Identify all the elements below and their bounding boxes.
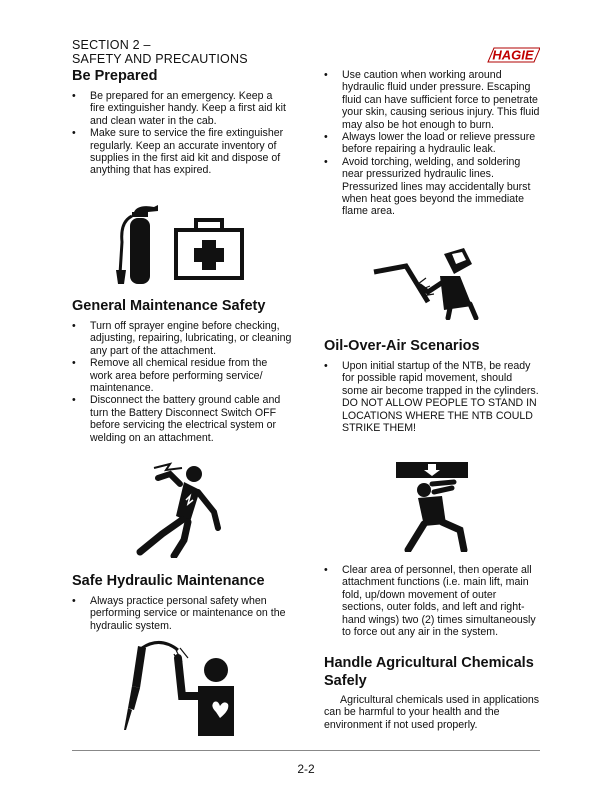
list-item: • Make sure to service the fire extinguisher regularly. Keep an accurate inventory of supplies in the first aid kit and dispose of anything that has expired. [72, 127, 290, 177]
list-item: • Use caution when working around hydraulic fluid under pressure. Escaping fluid can have sufficient force to penetrate your skin, causing serious injury. This fluid may also be hot enough to burn. [324, 69, 540, 131]
hydraulic-injection-icon [116, 640, 248, 738]
section-title: SAFETY AND PRECAUTIONS [72, 52, 248, 66]
list-item: • Avoid torching, welding, and soldering near pressurized hydraulic lines. Pressurized lines may accidentally burst when heat goes beyond the immediate flame area. [324, 156, 540, 218]
page-number: 2-2 [297, 762, 315, 776]
section-number: SECTION 2 – [72, 38, 151, 52]
oil-over-air-heading: Oil-Over-Air Scenarios [324, 338, 480, 354]
crush-hazard-icon [394, 460, 474, 552]
agricultural-chemicals-heading: Handle Agricultural Chemicals Safely [324, 655, 534, 689]
general-maintenance-heading: General Maintenance Safety [72, 298, 266, 314]
hagie-logo [486, 46, 540, 64]
startup-caution-text: • Upon initial startup of the NTB, be ready for possible rapid movement, should some air become trapped in the cylinders. [342, 360, 539, 397]
general-maintenance-list [72, 320, 292, 444]
fire-extinguisher-icon [112, 202, 164, 286]
list-item [324, 360, 540, 434]
section-header [72, 38, 248, 66]
startup-warning-text: DO NOT ALLOW PEOPLE TO STAND IN LOCATIONS WHERE THE NTB COULD STRIKE THEM! [342, 397, 537, 435]
electric-shock-icon [130, 460, 222, 558]
oil-over-air-list [324, 360, 540, 434]
safe-hydraulic-list [72, 595, 290, 632]
welding-hazard-icon [372, 246, 480, 320]
clear-area-list [324, 564, 540, 638]
list-item: • Turn off sprayer engine before checking, adjusting, repairing, lubricating, or cleaning any part of the attachment. [72, 320, 292, 357]
be-prepared-heading: Be Prepared [72, 68, 158, 84]
list-item: • Remove all chemical residue from the work area before performing service/ maintenance. [72, 357, 292, 394]
list-item: • Clear area of personnel, then operate all attachment functions (i.e. main lift, main fold, up/down movement of outer sections, outer folds, and left and right-hand wings) two (2) times simultaneously to force out any air in the system. [324, 564, 540, 638]
footer-divider [72, 750, 540, 751]
agricultural-chemicals-paragraph: Agricultural chemicals used in applications can be harmful to your health and the environment if not used properly. [324, 694, 540, 731]
first-aid-kit-icon [174, 214, 244, 280]
list-item: • Always lower the load or relieve pressure before repairing a hydraulic leak. [324, 131, 540, 156]
list-item: • Disconnect the battery ground cable and turn the Battery Disconnect Switch OFF before servicing the electrical system or welding on an attachment. [72, 394, 292, 444]
svg-text:HAGIE: HAGIE [492, 47, 534, 63]
safe-hydraulic-heading: Safe Hydraulic Maintenance [72, 573, 265, 589]
be-prepared-list [72, 90, 290, 177]
list-item: • Always practice personal safety when performing service or maintenance on the hydraulic system. [72, 595, 290, 632]
list-item: • Be prepared for an emergency. Keep a fire extinguisher handy. Keep a first aid kit and clean water in the cab. [72, 90, 290, 127]
hydraulic-caution-list [324, 69, 540, 218]
